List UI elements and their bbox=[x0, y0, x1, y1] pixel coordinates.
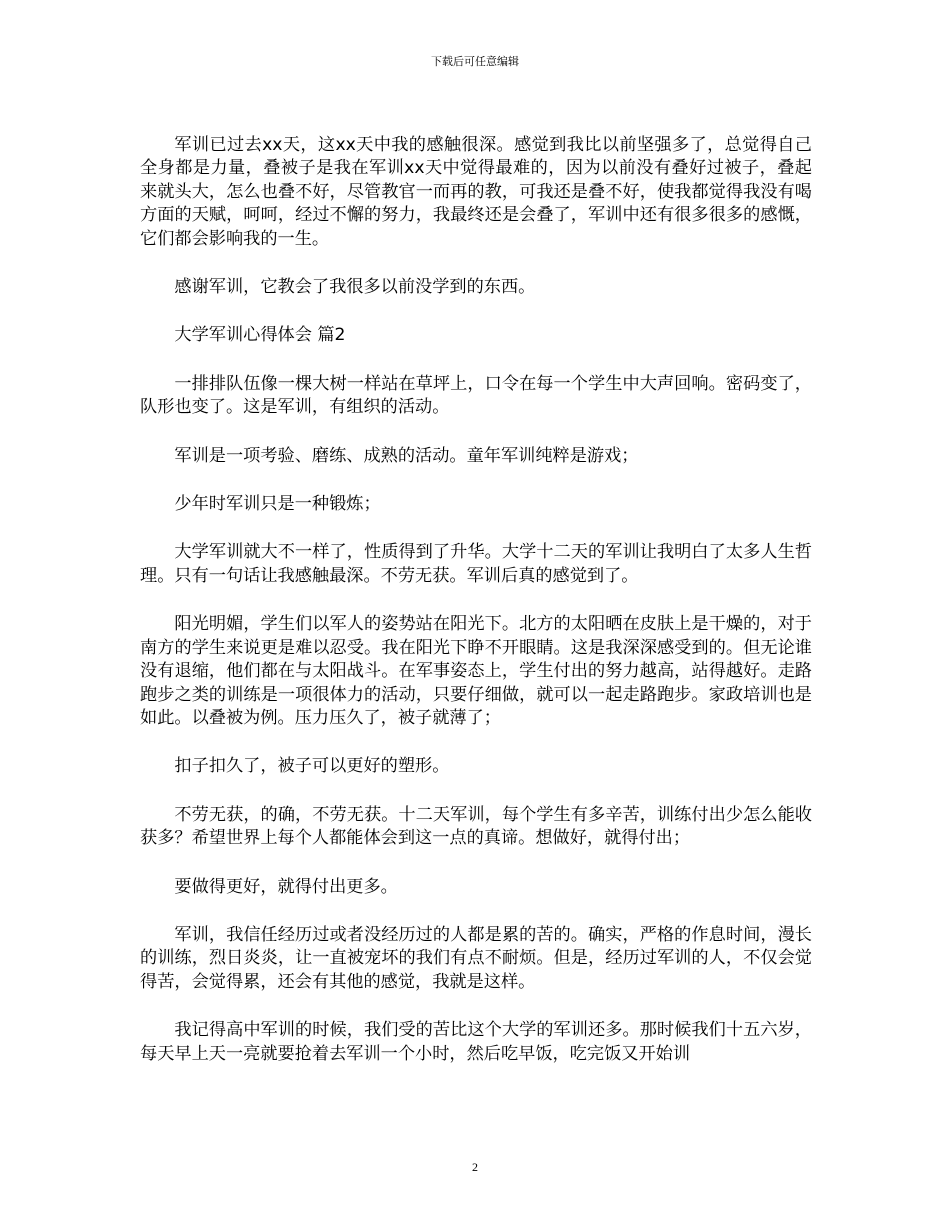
document-body bbox=[140, 134, 812, 1091]
paragraph: 阳光明媚，学生们以军人的姿势站在阳光下。北方的太阳晒在皮肤上是干燥的，对于南方的学生来说更是难以忍受。我在阳光下睁不开眼睛。这是我深深感受到的。但无论谁没有退缩，他们都在与太阳战斗。在军事姿态上，学生付出的努力越高，站得越好。走路跑步之类的训练是一项很体力的活动，只要仔细做，就可以一起走路跑步。家政培训也是如此。以叠被为例。压力压久了，被子就薄了； bbox=[140, 614, 812, 728]
paragraph: 感谢军训，它教会了我很多以前没学到的东西。 bbox=[174, 277, 536, 298]
paragraph: 要做得更好，就得付出更多。 bbox=[174, 876, 398, 897]
paragraph: 一排排队伍像一棵大树一样站在草坪上，口令在每一个学生中大声回响。密码变了，队形也变了。这是军训，有组织的活动。 bbox=[140, 373, 812, 418]
page-number: 2 bbox=[472, 1160, 478, 1174]
paragraph: 大学军训就大不一样了，性质得到了升华。大学十二天的军训让我明白了太多人生哲理。只有一句话让我感触最深。不劳无获。军训后真的感觉到了。 bbox=[140, 542, 812, 586]
paragraph: 不劳无获，的确，不劳无获。十二天军训，每个学生有多辛苦，训练付出少怎么能收获多？希望世界上每个人都能体会到这一点的真谛。想做好，就得付出； bbox=[140, 804, 812, 849]
page-header: 下载后可任意编辑 bbox=[431, 55, 519, 68]
paragraph: 军训，我信任经历过或者没经历过的人都是累的苦的。确实，严格的作息时间，漫长的训练，烈日炎炎，让一直被宠坏的我们有点不耐烦。但是，经历过军训的人，不仅会觉得苦，会觉得累，还会有其他的感觉，我就是这样。 bbox=[140, 924, 812, 992]
paragraph: 我记得高中军训的时候，我们受的苦比这个大学的军训还多。那时候我们十五六岁，每天早上天一亮就要抢着去军训一个小时，然后吃早饭，吃完饭又开始训 bbox=[140, 1020, 812, 1064]
paragraph: 军训已过去xx天，这xx天中我的感触很深。感觉到我比以前坚强多了，总觉得自己全身都是力量，叠被子是我在军训xx天中觉得最难的，因为以前没有叠好过被子，叠起来就头大，怎么也叠不好，尽管教官一而再的教，可我还是叠不好，使我都觉得我没有喝方面的天赋，呵呵，经过不懈的努力，我最终还是会叠了，军训中还有很多很多的感慨，它们都会影响我的一生。 bbox=[140, 135, 812, 249]
paragraph: 少年时军训只是一种锻炼； bbox=[174, 494, 381, 515]
section-heading: 大学军训心得体会 篇2 bbox=[174, 325, 346, 346]
paragraph: 军训是一项考验、磨练、成熟的活动。童年军训纯粹是游戏； bbox=[174, 445, 639, 466]
paragraph: 扣子扣久了，被子可以更好的塑形。 bbox=[174, 756, 450, 777]
